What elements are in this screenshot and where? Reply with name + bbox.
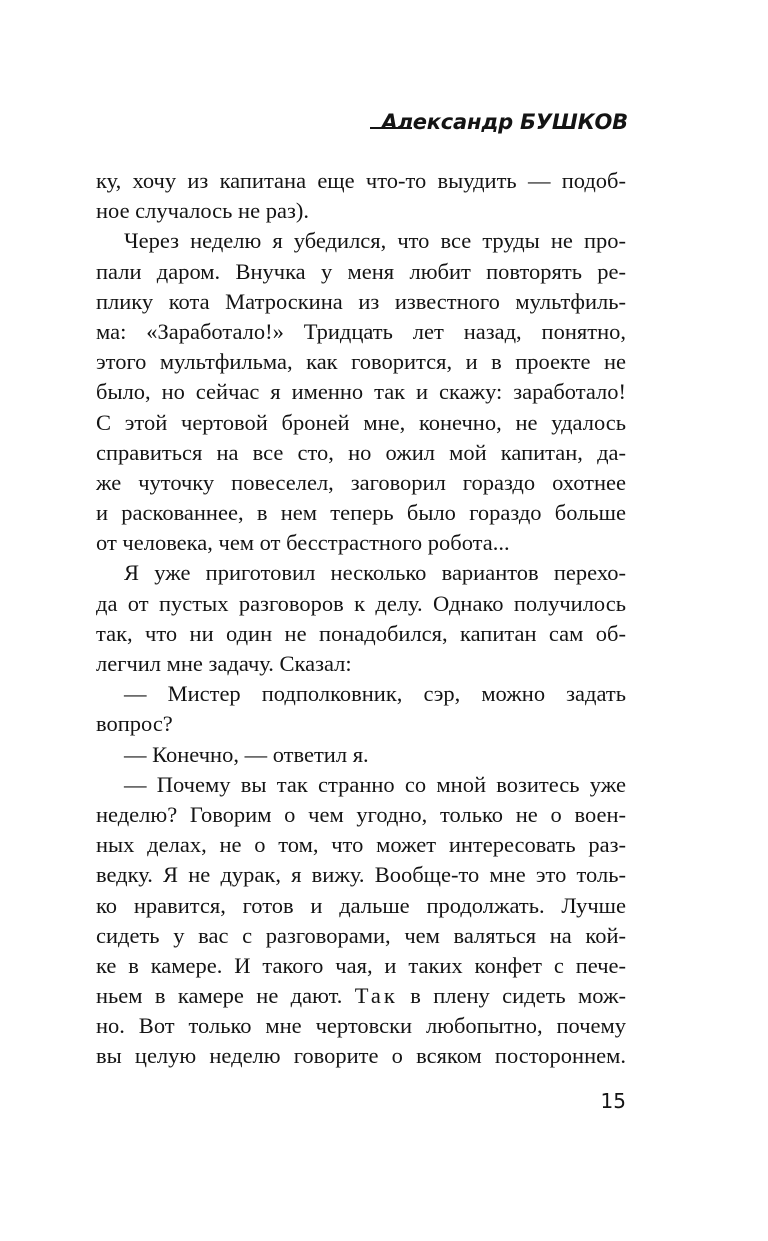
text-line: Я уже приготовил несколько вариантов перехо- <box>124 560 626 586</box>
text-line: справиться на все сто, но ожил мой капитан, да- <box>96 439 626 465</box>
line-prefix: ньем в камере не дают. <box>96 983 343 1009</box>
text-line: же чуточку повеселел, заговорил гораздо охотнее <box>96 469 626 495</box>
text-line: ведку. Я не дурак, я вижу. Вообще-то мне это толь- <box>96 862 626 888</box>
text-line: — Мистер подполковник, сэр, можно задать <box>124 681 626 707</box>
header-author: Александр БУШКОВ <box>381 110 628 134</box>
text-line: от человека, чем от бесстрастного робота... <box>96 530 510 556</box>
text-line: пали даром. Внучка у меня любит повторять ре- <box>96 258 626 284</box>
text-line: этого мультфильма, как говорится, и в проекте не <box>96 349 626 375</box>
text-line: и раскованнее, в нем теперь было гораздо больше <box>96 500 626 526</box>
text-line: плику кота Матроскина из известного мультфиль- <box>96 288 626 314</box>
body-text <box>96 166 626 1072</box>
text-line: было, но сейчас я именно так и скажу: заработало! <box>96 379 626 405</box>
text-line: так, что ни один не понадобился, капитан сам об- <box>96 620 626 646</box>
text-line: сидеть у вас с разговорами, чем валяться на кой- <box>96 922 626 948</box>
text-line: ма: «Заработало!» Тридцать лет назад, понятно, <box>96 318 626 344</box>
text-line: — Конечно, — ответил я. <box>124 741 369 767</box>
text-line: ных делах, не о том, что может интересовать раз- <box>96 832 626 858</box>
line-suffix: в плену сидеть мож- <box>410 983 627 1009</box>
text-line: ное случалось не раз). <box>96 198 309 224</box>
text-line: С этой чертовой броней мне, конечно, не удалось <box>96 409 626 435</box>
text-line: неделю? Говорим о чем угодно, только не о воен- <box>96 801 626 827</box>
text-line: — Почему вы так странно со мной возитесь уже <box>124 771 626 797</box>
text-line: вопрос? <box>96 711 173 737</box>
text-line: ко нравится, готов и дальше продолжать. Лучше <box>96 892 626 918</box>
text-line-emphasis <box>96 981 626 1011</box>
text-line: легчил мне задачу. Сказал: <box>96 651 352 676</box>
text-line: Через неделю я убедился, что все труды не про- <box>124 228 626 254</box>
text-line: ку, хочу из капитана еще что-то выудить — подоб- <box>96 168 626 193</box>
running-header <box>370 108 628 138</box>
page-number: 15 <box>600 1089 626 1113</box>
spaced-emphasis: Так <box>354 983 398 1009</box>
text-line: вы целую неделю говорите о всяком постороннем. <box>96 1043 626 1069</box>
text-line: ке в камере. И такого чая, и таких конфет с пече- <box>96 952 626 978</box>
text-line: но. Вот только мне чертовски любопытно, почему <box>96 1013 626 1039</box>
text-line: да от пустых разговоров к делу. Однако получилось <box>96 590 626 616</box>
